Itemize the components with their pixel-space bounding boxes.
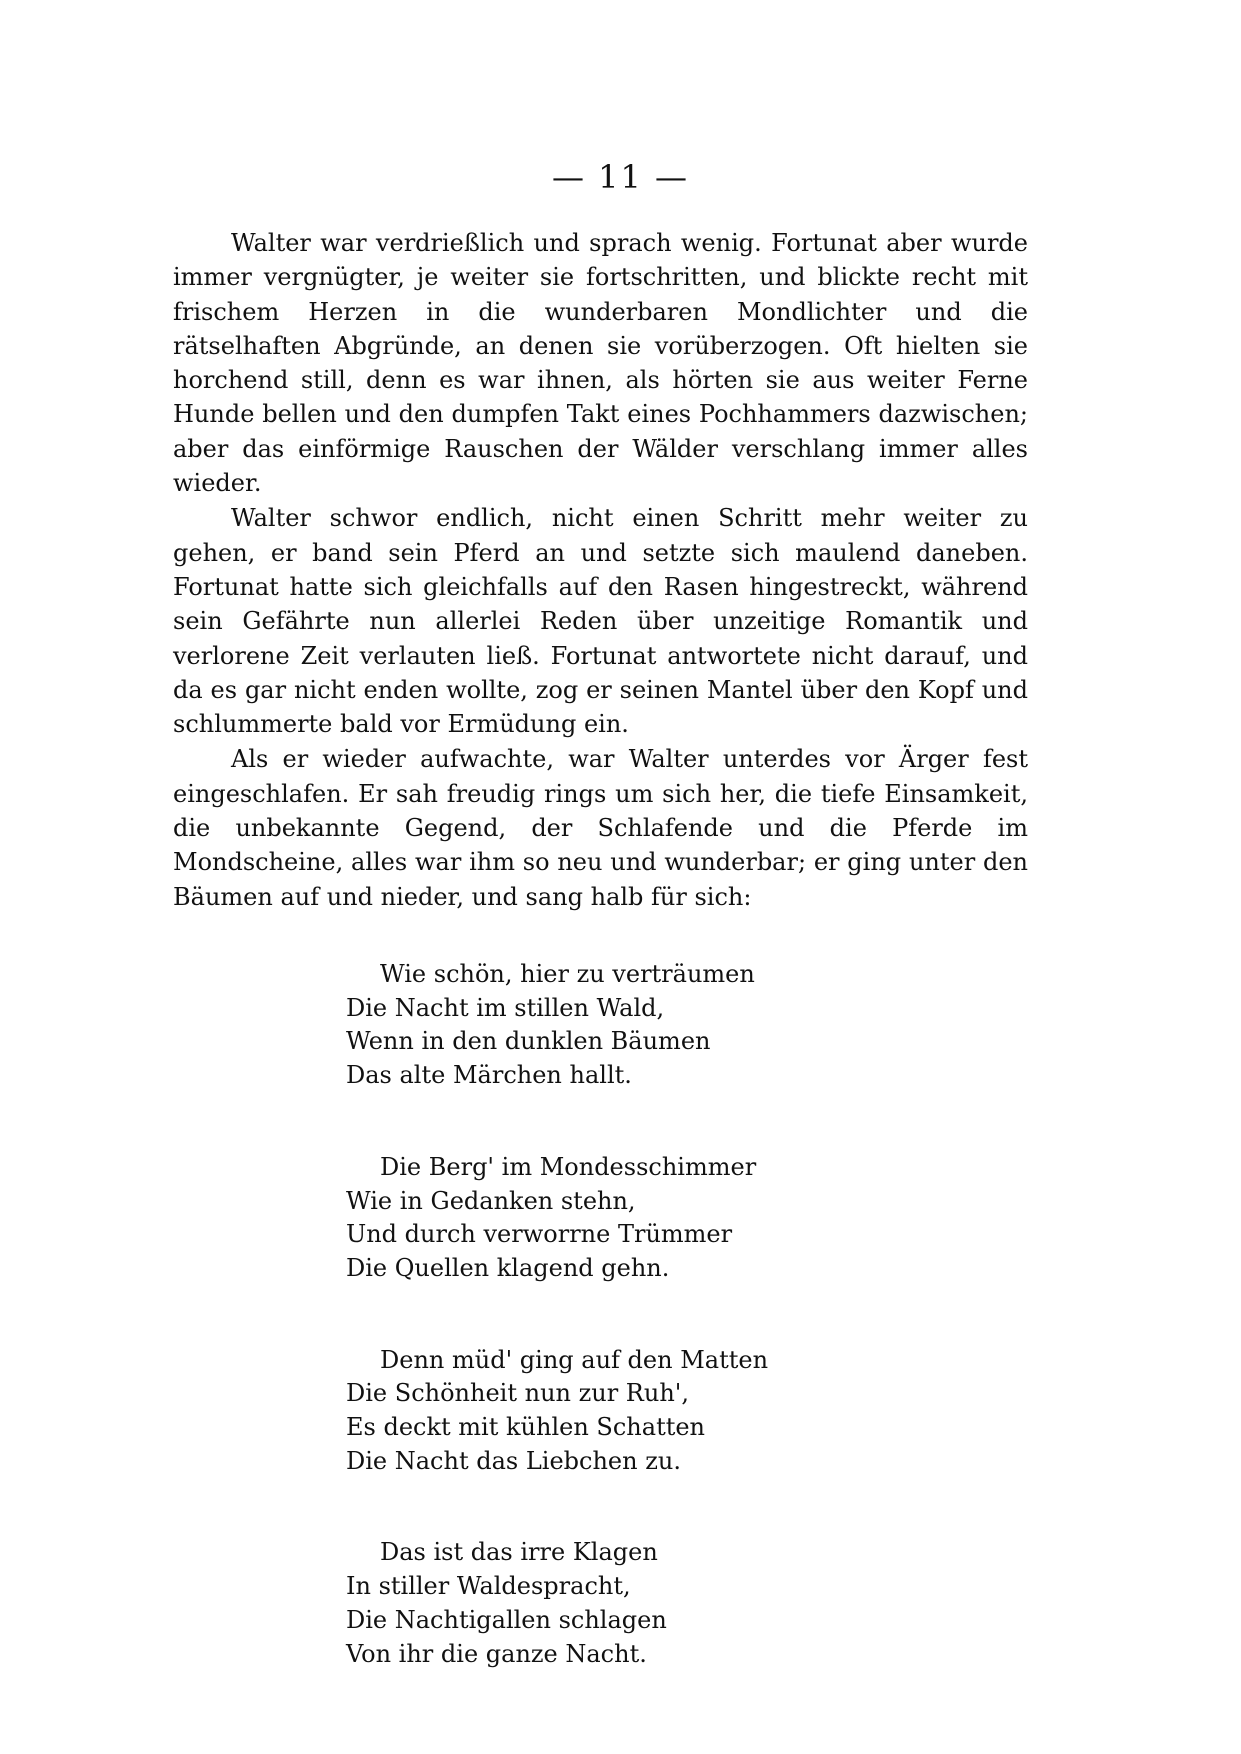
verse-line: Die Nacht im stillen Wald, [346, 993, 665, 1022]
poem [346, 958, 866, 1729]
stanza [346, 958, 866, 1093]
stanza [346, 1536, 866, 1671]
paragraph: Walter war verdrießlich und sprach wenig. Fortunat aber wurde immer vergnügter, je weiter sie fortschritten, und blickte recht mit frischem Herzen in die wunderbaren Mondlichter und die rätselhaften Abgründe, an denen sie vorüberzogen. Oft hielten sie horchend still, denn es war ihnen, als hörten sie aus weiter Ferne Hunde bellen und den dumpfen Takt eines Pochhammers dazwischen; aber das einförmige Rauschen der Wälder verschlang immer alles wieder. [173, 229, 1028, 498]
verse-line: Und durch verworrne Trümmer [346, 1220, 733, 1249]
verse-line: Wie in Gedanken stehn, [346, 1186, 636, 1215]
verse-line: Es deckt mit kühlen Schatten [346, 1413, 706, 1442]
verse-line: Denn müd' ging auf den Matten [380, 1345, 769, 1374]
verse-line: Wie schön, hier zu verträumen [380, 960, 755, 988]
verse-line: Die Quellen klagend gehn. [346, 1253, 670, 1282]
verse-line: Wenn in den dunklen Bäumen [346, 1027, 711, 1056]
stanza [346, 1344, 866, 1479]
verse-line: Die Nachtigallen schlagen [346, 1605, 667, 1634]
verse-line: Von ihr die ganze Nacht. [346, 1639, 647, 1668]
verse-line: Die Schönheit nun zur Ruh', [346, 1379, 690, 1408]
paragraph: Als er wieder aufwachte, war Walter unterdes vor Ärger fest eingeschlafen. Er sah freudig rings um sich her, die tiefe Einsamkeit, die unbekannte Gegend, der Schlafende und die Pferde im Mondscheine, alles war ihm so neu und wunderbar; er ging unter den Bäumen auf und nieder, und sang halb für sich: [173, 745, 1028, 911]
page-number: — 11 — [551, 158, 690, 196]
verse-line: Das alte Märchen hallt. [346, 1061, 632, 1090]
prose-body [173, 226, 1028, 914]
verse-line: In stiller Waldespracht, [346, 1572, 631, 1601]
verse-line: Die Berg' im Mondesschimmer [380, 1152, 757, 1181]
verse-line: Das ist das irre Klagen [380, 1538, 658, 1567]
stanza [346, 1151, 866, 1286]
paragraph: Walter schwor endlich, nicht einen Schritt mehr weiter zu gehen, er band sein Pferd an und setzte sich maulend daneben. Fortunat hatte sich gleichfalls auf den Rasen hingestreckt, während sein Gefährte nun allerlei Reden über unzeitige Romantik und verlorene Zeit verlauten ließ. Fortunat antwortete nicht darauf, und da es gar nicht enden wollte, zog er seinen Mantel über den Kopf und schlummerte bald vor Ermüdung ein. [173, 504, 1028, 739]
verse-line: Die Nacht das Liebchen zu. [346, 1446, 681, 1475]
